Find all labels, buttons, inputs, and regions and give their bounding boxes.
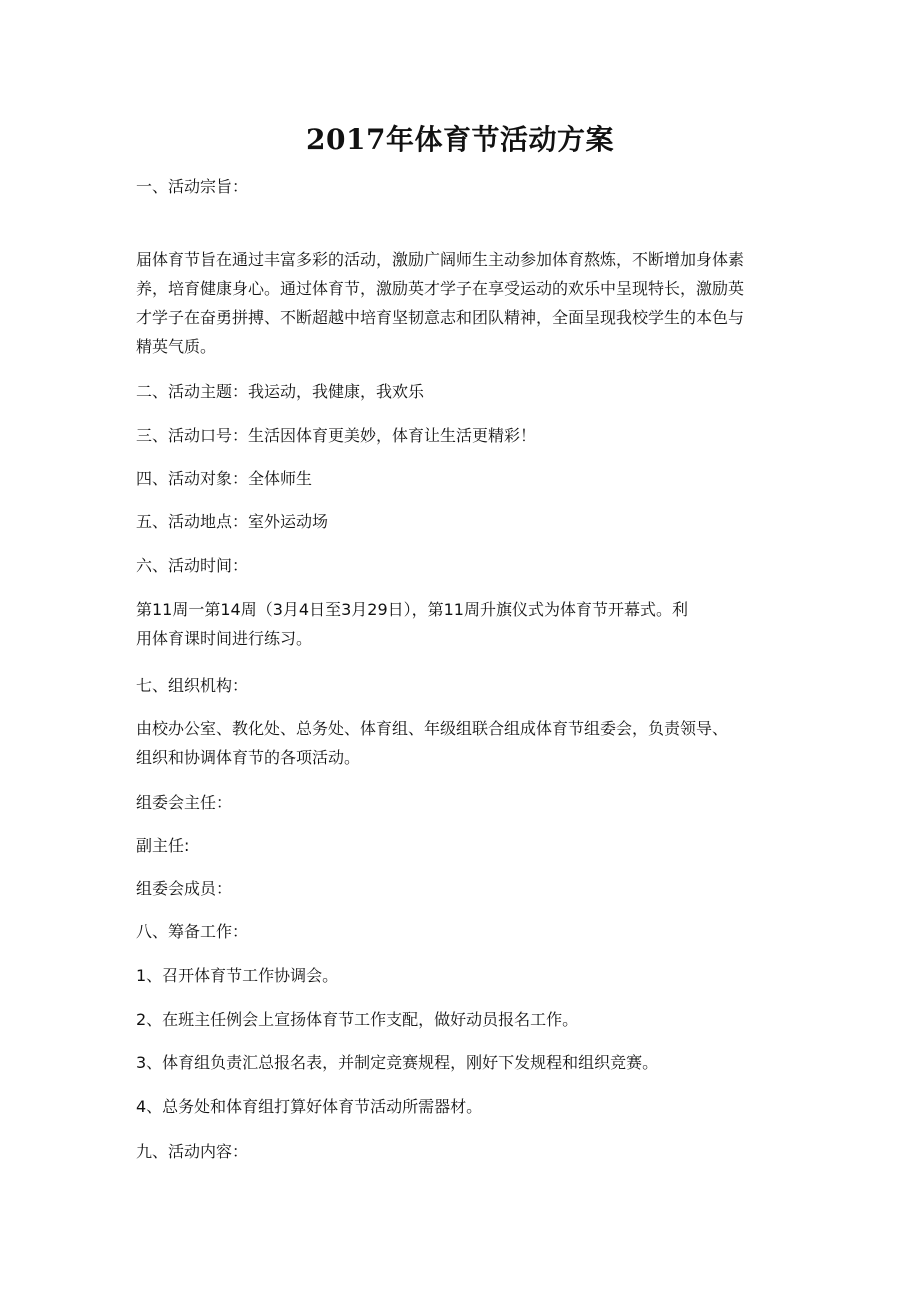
- section-target: 四、活动对象：全体师生: [136, 469, 313, 488]
- section-organization-heading: 七、组织机构：: [136, 676, 249, 695]
- committee-director: 组委会主任：: [136, 793, 233, 812]
- preparation-item: 2、在班主任例会上宣扬体育节工作支配，做好动员报名工作。: [136, 1010, 579, 1029]
- purpose-line: 养，培育健康身心。通过体育节，激励英才学子在享受运动的欢乐中呈现特长，激励英: [136, 279, 745, 298]
- purpose-line: 才学子在奋勇拼搏、不断超越中培育坚韧意志和团队精神，全面呈现我校学生的本色与: [136, 308, 745, 327]
- preparation-item: 1、召开体育节工作协调会。: [136, 966, 339, 985]
- preparation-item: 3、体育组负责汇总报名表，并制定竞赛规程，刚好下发规程和组织竞赛。: [136, 1053, 659, 1072]
- purpose-line: 精英气质。: [136, 337, 217, 356]
- section-location: 五、活动地点：室外运动场: [136, 512, 329, 531]
- preparation-item: 4、总务处和体育组打算好体育节活动所需器材。: [136, 1097, 483, 1116]
- section-time-heading: 六、活动时间：: [136, 556, 249, 575]
- time-line: 用体育课时间进行练习。: [136, 629, 313, 648]
- time-line: 第11周一第14周（3月4日至3月29日），第11周升旗仪式为体育节开幕式。利: [136, 600, 688, 619]
- organization-line: 组织和协调体育节的各项活动。: [136, 748, 361, 767]
- section-preparation-heading: 八、筹备工作：: [136, 922, 249, 941]
- document-title: 2017年体育节活动方案: [306, 123, 614, 156]
- section-purpose-heading: 一、活动宗旨：: [136, 177, 249, 196]
- organization-paragraph: [136, 714, 786, 772]
- purpose-paragraph: [136, 245, 786, 361]
- section-slogan: 三、活动口号：生活因体育更美妙，体育让生活更精彩！: [136, 426, 537, 445]
- committee-vice-director: 副主任:: [136, 836, 190, 855]
- section-theme: 二、活动主题：我运动，我健康，我欢乐: [136, 382, 425, 401]
- organization-line: 由校办公室、教化处、总务处、体育组、年级组联合组成体育节组委会，负责领导、: [136, 719, 729, 738]
- committee-members: 组委会成员：: [136, 879, 233, 898]
- time-paragraph: [136, 595, 786, 653]
- purpose-line: 届体育节旨在通过丰富多彩的活动，激励广阔师生主动参加体育熬炼，不断增加身体素: [136, 250, 745, 269]
- section-content-heading: 九、活动内容：: [136, 1142, 249, 1161]
